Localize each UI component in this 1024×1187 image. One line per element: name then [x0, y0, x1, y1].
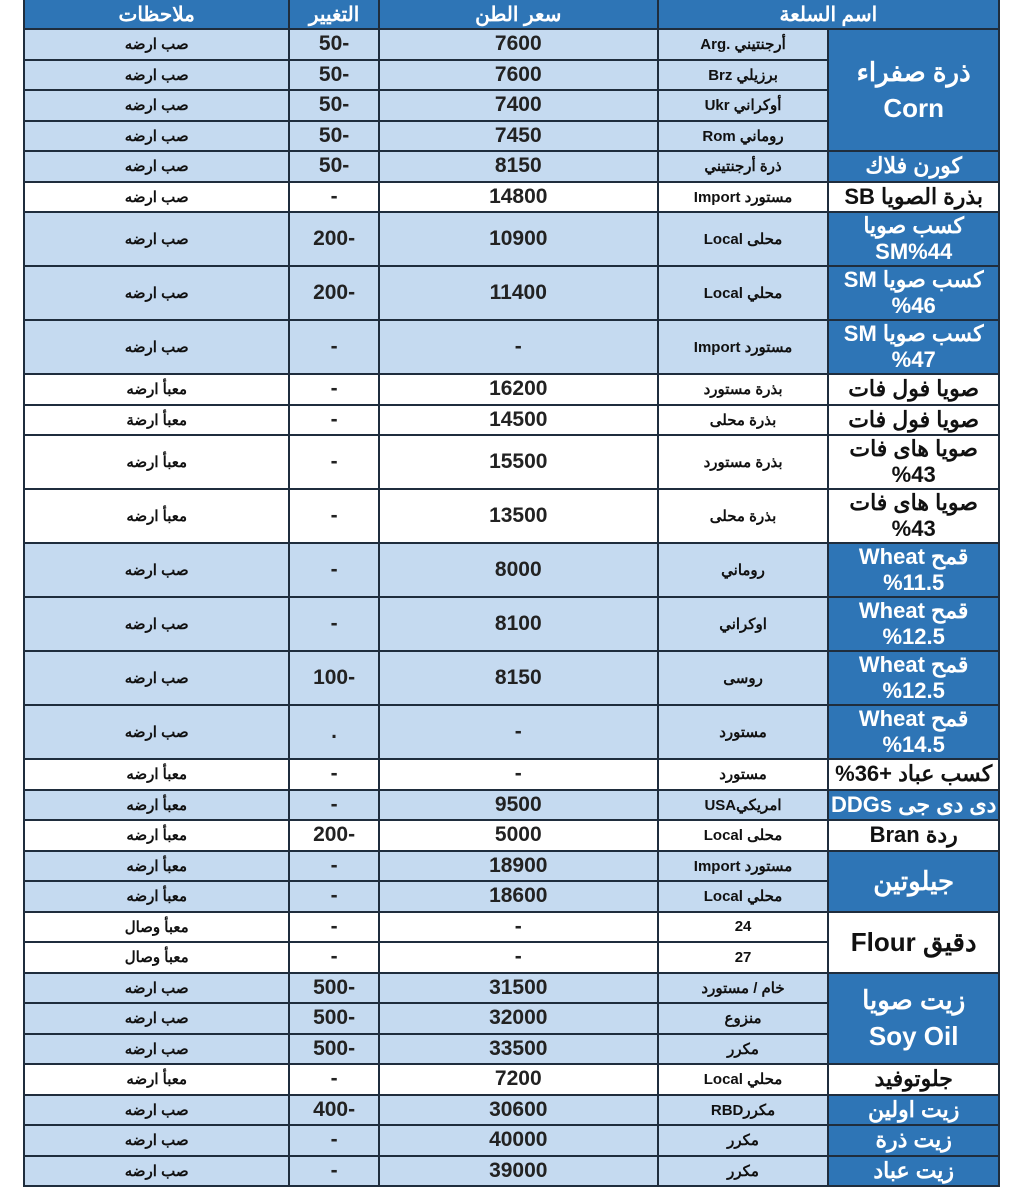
header-name: اسم السلعة: [658, 0, 999, 29]
origin-cell: منزوع: [658, 1003, 829, 1034]
remarks-cell: صب ارضه: [24, 1003, 289, 1034]
table-row: [24, 759, 999, 790]
origin-cell: روماني Rom: [658, 121, 829, 152]
origin-cell: محلي Local: [658, 881, 829, 912]
remarks-cell: معبأ ارضه: [24, 435, 289, 489]
commodity-name: قمح Wheat %12.5: [828, 597, 999, 651]
price-table: [23, 0, 1000, 1187]
gelatin-name: جيلوتين: [873, 865, 955, 896]
remarks-cell: صب ارضه: [24, 266, 289, 320]
origin-cell: بذرة محلى: [658, 489, 829, 543]
change-cell: -: [289, 597, 378, 651]
commodity-name: بذرة الصويا SB: [828, 182, 999, 213]
price-cell: 30600: [379, 1095, 658, 1126]
price-cell: 14800: [379, 182, 658, 213]
header-change: التغيير: [289, 0, 378, 29]
price-cell: 8100: [379, 597, 658, 651]
remarks-cell: معبأ ارضة: [24, 405, 289, 436]
commodity-name: قمح Wheat %11.5: [828, 543, 999, 597]
table-row: [24, 320, 999, 374]
table-row: [24, 374, 999, 405]
commodity-name: كسب صويا SM %46: [828, 266, 999, 320]
change-cell: -: [289, 1156, 378, 1187]
commodity-name: جلوتوفيد: [828, 1064, 999, 1095]
remarks-cell: صب ارضه: [24, 121, 289, 152]
change-cell: -100: [289, 651, 378, 705]
remarks-cell: معبأ وصال: [24, 942, 289, 973]
remarks-cell: معبأ ارضه: [24, 820, 289, 851]
price-cell: 31500: [379, 973, 658, 1004]
price-cell: 11400: [379, 266, 658, 320]
table-row: [24, 1095, 999, 1126]
origin-cell: أرجنتيني .Arg: [658, 29, 829, 60]
origin-cell: مستورد Import: [658, 320, 829, 374]
change-cell: -50: [289, 151, 378, 182]
remarks-cell: معبأ وصال: [24, 912, 289, 943]
price-cell: 7200: [379, 1064, 658, 1095]
origin-cell: روسى: [658, 651, 829, 705]
origin-cell: بذرة مستورد: [658, 374, 829, 405]
remarks-cell: صب ارضه: [24, 151, 289, 182]
table-row: [24, 597, 999, 651]
change-cell: -500: [289, 1034, 378, 1065]
table-row: [24, 1064, 999, 1095]
change-cell: -50: [289, 60, 378, 91]
table-row: [24, 151, 999, 182]
change-cell: -50: [289, 29, 378, 60]
commodity-name: كورن فلاك: [828, 151, 999, 182]
origin-cell: مكررRBD: [658, 1095, 829, 1126]
price-cell: 8150: [379, 151, 658, 182]
change-cell: -: [289, 851, 378, 882]
commodity-name: كسب صويا SM %47: [828, 320, 999, 374]
remarks-cell: صب ارضه: [24, 597, 289, 651]
change-cell: -200: [289, 212, 378, 266]
commodity-name: قمح Wheat %14.5: [828, 705, 999, 759]
table-row: [24, 912, 999, 943]
header-remarks: ملاحظات: [24, 0, 289, 29]
group-name-corn: [828, 29, 999, 151]
price-cell: -: [379, 912, 658, 943]
price-cell: 8150: [379, 651, 658, 705]
origin-cell: مستورد Import: [658, 851, 829, 882]
change-cell: -: [289, 1064, 378, 1095]
header-price: سعر الطن: [379, 0, 658, 29]
origin-cell: أوكراني Ukr: [658, 90, 829, 121]
origin-cell: اوكراني: [658, 597, 829, 651]
price-cell: 39000: [379, 1156, 658, 1187]
price-cell: -: [379, 942, 658, 973]
origin-cell: 27: [658, 942, 829, 973]
header-row: [24, 0, 999, 29]
commodity-name: كسب صويا SM%44: [828, 212, 999, 266]
origin-cell: 24: [658, 912, 829, 943]
price-cell: 8000: [379, 543, 658, 597]
price-cell: 14500: [379, 405, 658, 436]
table-row: [24, 405, 999, 436]
remarks-cell: صب ارضه: [24, 1156, 289, 1187]
table-row: [24, 651, 999, 705]
price-cell: 13500: [379, 489, 658, 543]
origin-cell: بذرة محلى: [658, 405, 829, 436]
group-name-gelatin: [828, 851, 999, 912]
change-cell: -: [289, 759, 378, 790]
remarks-cell: صب ارضه: [24, 543, 289, 597]
price-cell: 32000: [379, 1003, 658, 1034]
commodity-name: ردة Bran: [828, 820, 999, 851]
change-cell: -: [289, 543, 378, 597]
commodity-name: قمح Wheat %12.5: [828, 651, 999, 705]
change-cell: -: [289, 942, 378, 973]
change-cell: -: [289, 435, 378, 489]
price-cell: -: [379, 759, 658, 790]
origin-cell: مكرر: [658, 1156, 829, 1187]
origin-cell: امريكيUSA: [658, 790, 829, 821]
price-cell: 18600: [379, 881, 658, 912]
table-row: [24, 182, 999, 213]
table-row: [24, 820, 999, 851]
price-cell: 9500: [379, 790, 658, 821]
commodity-name: كسب عباد +36%: [828, 759, 999, 790]
commodity-name: صويا فول فات: [828, 405, 999, 436]
price-cell: 5000: [379, 820, 658, 851]
table-row: [24, 1125, 999, 1156]
change-cell: -: [289, 790, 378, 821]
table-row: [24, 851, 999, 882]
table-row: [24, 212, 999, 266]
remarks-cell: معبأ ارضه: [24, 489, 289, 543]
remarks-cell: صب ارضه: [24, 651, 289, 705]
origin-cell: خام / مستورد: [658, 973, 829, 1004]
change-cell: -: [289, 374, 378, 405]
commodity-name: صويا فول فات: [828, 374, 999, 405]
price-cell: 7600: [379, 29, 658, 60]
price-cell: -: [379, 320, 658, 374]
table-row: [24, 1156, 999, 1187]
origin-cell: محلى Local: [658, 820, 829, 851]
soyoil-name-en: Soy Oil: [868, 1021, 959, 1052]
change-cell: -400: [289, 1095, 378, 1126]
price-cell: 40000: [379, 1125, 658, 1156]
remarks-cell: معبأ ارضه: [24, 790, 289, 821]
change-cell: -: [289, 182, 378, 213]
origin-cell: بذرة مستورد: [658, 435, 829, 489]
change-cell: -: [289, 320, 378, 374]
origin-cell: برزيلي Brz: [658, 60, 829, 91]
change-cell: -200: [289, 266, 378, 320]
commodity-name: صويا هاى فات 43%: [828, 489, 999, 543]
origin-cell: ذرة أرجنتيني: [658, 151, 829, 182]
table-row: [24, 705, 999, 759]
remarks-cell: صب ارضه: [24, 182, 289, 213]
table-row: [24, 973, 999, 1004]
price-cell: 15500: [379, 435, 658, 489]
table-row: [24, 543, 999, 597]
commodity-name: دى دى جى DDGs: [828, 790, 999, 821]
remarks-cell: صب ارضه: [24, 1095, 289, 1126]
origin-cell: روماني: [658, 543, 829, 597]
table-row: [24, 435, 999, 489]
remarks-cell: معبأ ارضه: [24, 374, 289, 405]
origin-cell: محلى Local: [658, 212, 829, 266]
table-row: [24, 790, 999, 821]
corn-name-ar: ذرة صفراء: [856, 56, 971, 87]
commodity-name: زيت ذرة: [828, 1125, 999, 1156]
price-cell: 16200: [379, 374, 658, 405]
price-cell: 7400: [379, 90, 658, 121]
remarks-cell: صب ارضه: [24, 973, 289, 1004]
group-name-flour: [828, 912, 999, 973]
group-name-soyoil: [828, 973, 999, 1065]
change-cell: -: [289, 881, 378, 912]
price-cell: 18900: [379, 851, 658, 882]
remarks-cell: معبأ ارضه: [24, 1064, 289, 1095]
commodity-name: صويا هاى فات 43%: [828, 435, 999, 489]
commodity-name: زيت اولين: [828, 1095, 999, 1126]
change-cell: -: [289, 405, 378, 436]
remarks-cell: صب ارضه: [24, 212, 289, 266]
flour-name: دقيق Flour: [850, 926, 977, 957]
origin-cell: مستورد Import: [658, 182, 829, 213]
commodity-name: زيت عباد: [828, 1156, 999, 1187]
change-cell: -50: [289, 121, 378, 152]
price-cell: 7600: [379, 60, 658, 91]
remarks-cell: معبأ ارضه: [24, 851, 289, 882]
remarks-cell: صب ارضه: [24, 320, 289, 374]
change-cell: -: [289, 912, 378, 943]
remarks-cell: صب ارضه: [24, 29, 289, 60]
soyoil-name-ar: زيت صويا: [862, 984, 966, 1015]
change-cell: -: [289, 489, 378, 543]
table-row: [24, 266, 999, 320]
change-cell: -50: [289, 90, 378, 121]
remarks-cell: صب ارضه: [24, 705, 289, 759]
change-cell: .: [289, 705, 378, 759]
price-cell: -: [379, 705, 658, 759]
change-cell: -: [289, 1125, 378, 1156]
change-cell: -500: [289, 973, 378, 1004]
remarks-cell: معبأ ارضه: [24, 759, 289, 790]
origin-cell: مكرر: [658, 1125, 829, 1156]
remarks-cell: صب ارضه: [24, 1125, 289, 1156]
corn-name-en: Corn: [883, 93, 945, 123]
price-cell: 33500: [379, 1034, 658, 1065]
origin-cell: مكرر: [658, 1034, 829, 1065]
remarks-cell: معبأ ارضه: [24, 881, 289, 912]
change-cell: -200: [289, 820, 378, 851]
change-cell: -500: [289, 1003, 378, 1034]
price-cell: 7450: [379, 121, 658, 152]
price-cell: 10900: [379, 212, 658, 266]
origin-cell: محلي Local: [658, 266, 829, 320]
table-row: [24, 29, 999, 60]
origin-cell: مستورد: [658, 705, 829, 759]
origin-cell: مستورد: [658, 759, 829, 790]
remarks-cell: صب ارضه: [24, 60, 289, 91]
origin-cell: محلي Local: [658, 1064, 829, 1095]
remarks-cell: صب ارضه: [24, 90, 289, 121]
table-row: [24, 489, 999, 543]
remarks-cell: صب ارضه: [24, 1034, 289, 1065]
